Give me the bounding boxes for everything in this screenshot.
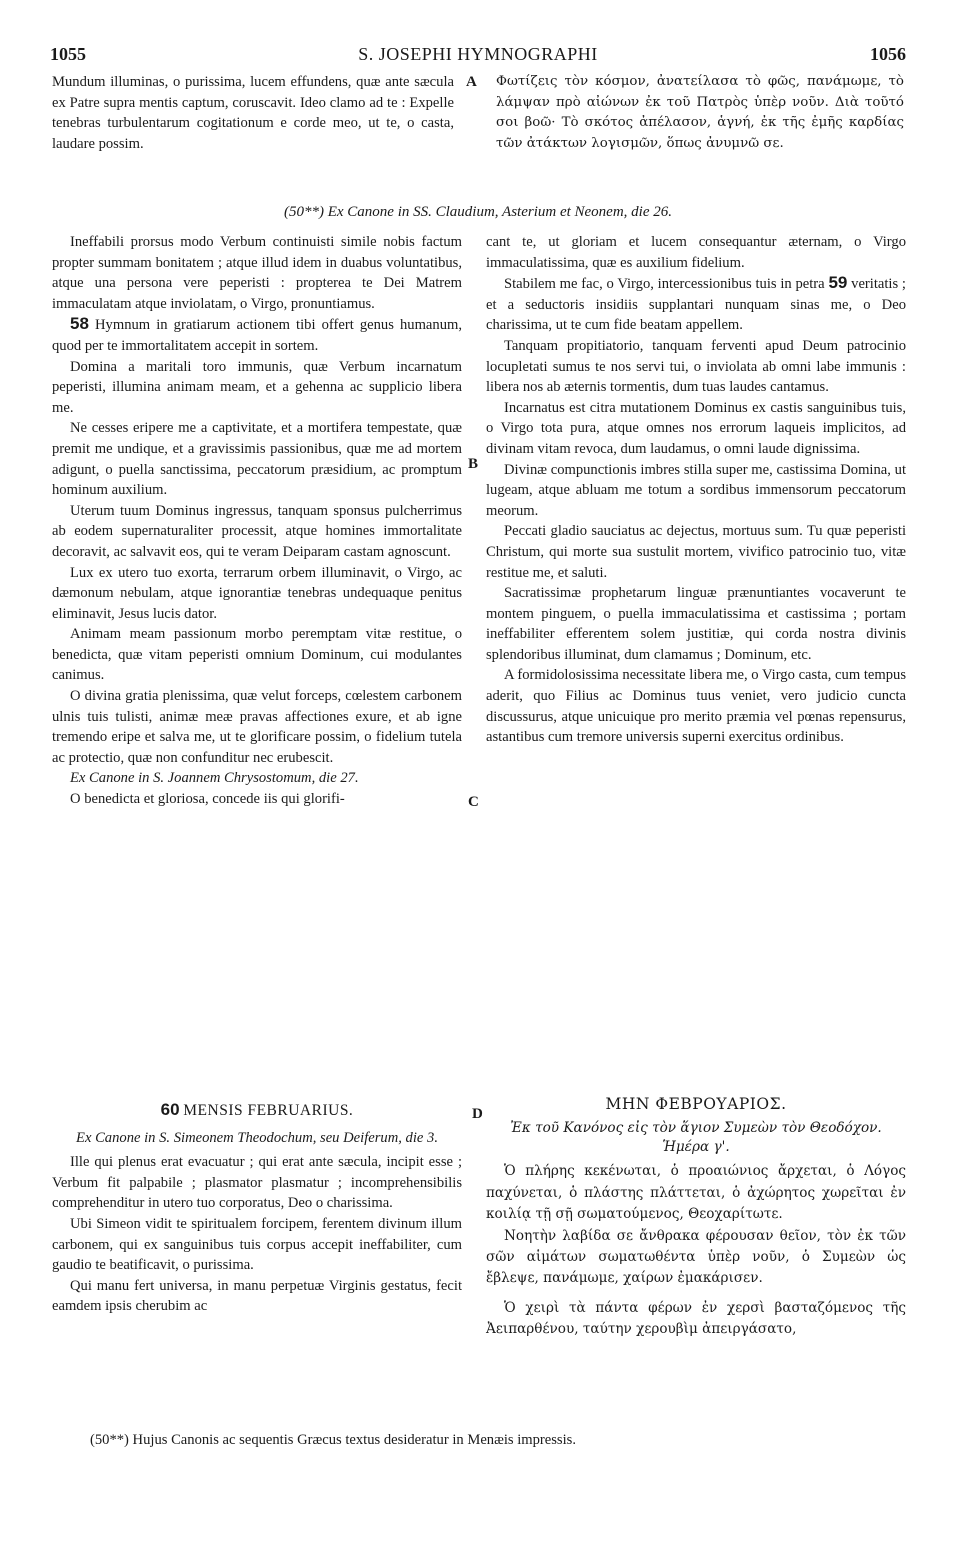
right-paragraph-2a: Stabilem me fac, o Virgo, intercessionibus tuis in petra <box>504 276 825 293</box>
greek-top-text: Φωτίζεις τὸν κόσμον, ἀνατείλασα τὸ φῶς, πανάμωμε, τὸ λάμψαν πρὸ αἰώνων ἐκ τοῦ Πατρὸς ὑπὲρ νοῦν. Διὰ τοῦτό σοι βοῶ· Τὸ σκότος ἀπέλασον, ἁγνή, ἐκ τῆς ἐμῆς καρδίας τῶν ἀτάκτων λογισμῶν, ὅπως ἀνυμνῶ σε. <box>496 74 904 151</box>
canon-heading-text: Ex Canone in SS. Claudium, Asterium et Neonem, die 26. <box>327 204 673 220</box>
running-title: S. JOSEPHI HYMNOGRAPHI <box>358 44 598 64</box>
greek-month-heading: ΜΗΝ ΦΕΒΡΟΥΑΡΙΟΣ. <box>605 1095 787 1113</box>
margin-letter-c: C <box>468 794 479 810</box>
margin-letter-b: B <box>468 456 479 472</box>
left-column <box>52 232 462 810</box>
left-paragraph-5: Uterum tuum Dominus ingressus, tanquam sponsus pulcherrimus ab eodem supernaturaliter processit, atque homines immortalitate decoravit, ac salvavit eos, qui te veram Deiparam castam agnoscunt. <box>52 502 462 560</box>
page-marker-58: 58 <box>70 314 89 334</box>
latin-top-paragraph <box>52 72 454 154</box>
canon-heading-mark: (50**) <box>283 204 324 220</box>
left-paragraph-7: Animam meam passionum morbo peremptam vitæ restitue, o benedicta, quæ vitam peperisti omnium Dominum, cui modulantes canimus. <box>52 626 462 684</box>
mensis-heading <box>52 1100 462 1122</box>
footnote: (50**) Hujus Canonis ac sequentis Græcus textus desideratur in Menæis impressis. <box>90 1432 576 1448</box>
left-paragraph-8: O divina gratia plenissima, quæ velut forceps, cœlestem carbonem ulnis tuis tulisti, animæ meæ pravas affectiones exure, et ab igne tremendo eripe et salva me, ut te glorificare possim, o fidelium tutela ac protectio, quæ non confunditur nec erubescit. <box>52 688 462 766</box>
greek-paragraph-1: Ὁ πλήρης κεκένωται, ὁ προαιώνιος ἄρχεται, ὁ Λόγος παχύνεται, ὁ πλάστης πλάττεται, ὁ ἀχώρητος χωρεῖται ἐν κοιλίᾳ τῇ σῇ σωματούμενος, Θεοχαρίτωτε. <box>486 1163 906 1223</box>
greek-subheading: Ἐκ τοῦ Κανόνος εἰς τὸν ἅγιον Συμεὼν τὸν Θεοδόχον. Ἡμέρα γ'. <box>510 1120 882 1156</box>
greek-top-paragraph <box>496 72 904 154</box>
left-bottom-paragraph-3: Qui manu fert universa, in manu perpetuæ Virginis gestatus, fecit eamdem ipsis cherubim ac <box>52 1277 462 1315</box>
margin-letter-d: D <box>472 1106 483 1122</box>
right-paragraph-4: Incarnatus est citra mutationem Dominus ex castis sanguinibus tuis, o Virgo tota pura, atque omnes nos errorum laqueis implicitos, ad divinam vitam revoca, dum laudamus, o omni laude dignissima. <box>486 399 906 457</box>
left-paragraph-4: Ne cesses eripere me a captivitate, et a mortifera tempestate, quæ premit me undique, et a gravissimis passionibus, quæ me ad mortem adigunt, o puella sanctissima, peccatorum præsidium, ac promptum hominum auxilium. <box>52 420 462 499</box>
mensis-heading-text: MENSIS FEBRUARIUS. <box>183 1102 354 1119</box>
page-marker-59: 59 <box>828 273 848 293</box>
right-paragraph-7: Sacratissimæ prophetarum linguæ prænuntiantes vocaverunt te montem pinguem, o puella immaculatissima et castissima ; portam ineffabiliter efferentem solem justitiæ, qui corda nostra divinis splendoribus illuminat, dum clamamus ; Dominum, etc. <box>486 585 906 663</box>
right-paragraph-8: A formidolosissima necessitate libera me, o Virgo casta, cum tempus aderit, quo Filius ac Dominus tuus veniet, vero judicio cuncta discussurus, atque unicuique pro merito præmia vel pœnas repensurus, astantibus cum tremore universis superni exercitus ordinibus. <box>486 667 906 746</box>
left-paragraph-2 <box>52 314 462 356</box>
right-bottom-section <box>486 1094 906 1341</box>
page-number-right: 1056 <box>870 44 906 64</box>
left-bottom-paragraph-1: Ille qui plenus erat evacuatur ; qui erat ante sæcula, incipit esse ; Verbum fit palpabile ; plasmator plasmatur ; incomprehensibilis comprehenditur in utero tuo corporatus, Deo o charissima. <box>52 1154 462 1212</box>
left-canon-subheading: Ex Canone in S. Joannem Chrysostomum, die 27. <box>70 770 359 787</box>
right-paragraph-5: Divinæ compunctionis imbres stilla super me, castissima Domina, ut lugeam, atque abluam me totum a sordibus immensorum peccatorum meorum. <box>486 461 906 519</box>
left-paragraph-3: Domina a maritali toro immunis, quæ Verbum incarnatum peperisti, illumina animam meam, et a gehenna ac supplicio libera me. <box>52 358 462 416</box>
right-paragraph-2 <box>486 273 906 336</box>
canon-heading <box>0 204 956 221</box>
greek-paragraph-2: Νοητὴν λαβίδα σε ἄνθρακα φέρουσαν θεῖον, τὸν ἐκ τῶν σῶν αἱμάτων σωματωθέντα ὑπὲρ νοῦν, ὁ Συμεὼν ὡς ἔβλεψε, πανάμωμε, χαίρων ἐμακάρισεν. <box>486 1227 906 1287</box>
left-paragraph-2-text: Hymnum in gratiarum actionem tibi offert genus humanum, quod per te immortalitatem accepit in sortem. <box>52 317 462 354</box>
left-paragraph-6: Lux ex utero tuo exorta, terrarum orbem illuminavit, o Virgo, ac dæmonum nebulam, atque ignorantiæ tenebras undequaque penitus eliminavit, Jesus lucis dator. <box>52 564 462 622</box>
left-bottom-paragraph-2: Ubi Simeon vidit te spiritualem forcipem, ferentem divinum illum carbonem, qui ex sanguinibus tuis corpus accepit ineffabiliter, cum gaudio te beatificavit, o purissima. <box>52 1215 462 1274</box>
left-bottom-subheading: Ex Canone in S. Simeonem Theodochum, seu Deiferum, die 3. <box>76 1129 438 1146</box>
right-paragraph-6: Peccati gladio sauciatus ac dejectus, mortuus sum. Tu quæ peperisti Christum, qui morte sua sustulit mortem, vivifico patrocinio tuo, vitæ restitue me, et saluti. <box>486 523 906 581</box>
page-marker-60: 60 <box>160 1100 180 1119</box>
page-number-left: 1055 <box>50 44 86 64</box>
right-paragraph-2b: veritatis ; et a seductoris insidiis supplantari nunquam sinas me, o Deo charissima, ut te cum fide beatam appellem. <box>486 276 906 334</box>
left-bottom-section <box>52 1100 462 1317</box>
left-paragraph-10: O benedicta et gloriosa, concede iis qui glorifi- <box>70 791 345 808</box>
right-column <box>486 232 906 748</box>
running-header <box>50 44 906 70</box>
greek-paragraph-3: Ὁ χειρὶ τὰ πάντα φέρων ἐν χερσὶ βασταζόμενος τῆς Ἀειπαρθένου, ταύτην χερουβὶμ ἀπειργάσατο, <box>486 1299 906 1338</box>
margin-letter-a: A <box>466 74 477 90</box>
right-paragraph-1: cant te, ut gloriam et lucem consequantur æternam, o Virgo immaculatissima, quæ es auxilium fidelium. <box>486 234 906 271</box>
left-paragraph-1: Ineffabili prorsus modo Verbum continuisti simile nobis factum propter summam bonitatem ; atque illud idem in duabus voluntatibus, atque una persona vere peperisti : propterea te Dei Matrem immaculatam atque inviolatam, o Virgo, pronuntiamus. <box>52 234 462 312</box>
right-paragraph-3: Tanquam propitiatorio, tanquam ferventi apud Deum patrocinio locupletati sumus te nos servi tui, o inviolata ab omni labe immunis : libera nos ab æternis tormentis, dum tuas laudes cantamus. <box>486 337 906 396</box>
latin-top-text: Mundum illuminas, o purissima, lucem effundens, quæ ante sæcula ex Patre supra mentis captum, coruscavit. Ideo clamo ad te : Expelle tenebras turbulentarum cogitationum e corde meo, ut te, o casta, laudare possim. <box>52 74 454 152</box>
